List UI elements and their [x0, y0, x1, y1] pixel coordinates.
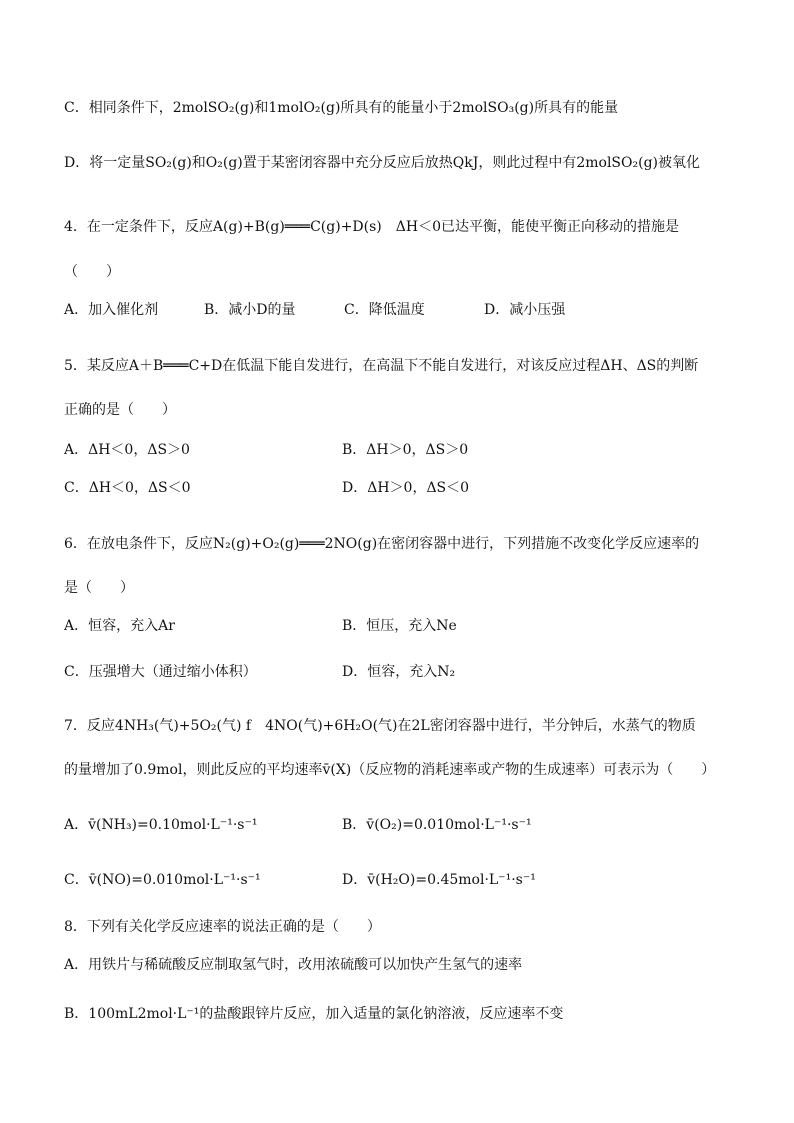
q3-option-d: D．将一定量SO₂(g)和O₂(g)置于某密闭容器中充分反应后放热QkJ，则此过程中有2molSO₂(g)被氧化	[64, 155, 700, 171]
q6-option-b: B．恒压，充入Ne	[342, 618, 457, 634]
q8-option-b: B．100mL2mol·L⁻¹的盐酸跟锌片反应，加入适量的氯化钠溶液，反应速率不变	[64, 1006, 564, 1022]
q4-option-a: A．加入催化剂	[64, 302, 159, 318]
q6-stem-line2: 是（ ）	[64, 580, 134, 596]
q4-option-d: D．减小压强	[484, 302, 566, 318]
q8-option-a: A．用铁片与稀硫酸反应制取氢气时，改用浓硫酸可以加快产生氢气的速率	[64, 957, 523, 973]
q5-options-row1	[64, 440, 754, 462]
q7-option-d: D．v̄(H₂O)=0.45mol·L⁻¹·s⁻¹	[342, 872, 536, 888]
q7-options-row1	[64, 815, 754, 837]
q4-stem-line1: 4．在一定条件下，反应A(g)+B(g)═══C(g)+D(s) ΔH＜0已达平衡，能使平衡正向移动的措施是	[64, 219, 679, 235]
q4-option-b: B．减小D的量	[204, 302, 296, 318]
q4-stem-line2: （ ）	[64, 264, 120, 280]
q7-option-a: A．v̄(NH₃)=0.10mol·L⁻¹·s⁻¹	[64, 817, 258, 833]
q5-option-a: A．ΔH＜0，ΔS＞0	[64, 442, 190, 458]
q4-options	[64, 300, 754, 322]
q7-options-row2	[64, 870, 754, 892]
q6-options-row1	[64, 616, 754, 638]
q7-option-b: B．v̄(O₂)=0.010mol·L⁻¹·s⁻¹	[342, 817, 532, 833]
q5-option-b: B．ΔH＞0，ΔS＞0	[342, 442, 469, 458]
q5-option-d: D．ΔH＞0，ΔS＜0	[342, 480, 470, 496]
q3-option-c: C．相同条件下，2molSO₂(g)和1molO₂(g)所具有的能量小于2molSO₃(g)所具有的能量	[64, 100, 619, 116]
q5-stem-line2: 正确的是（ ）	[64, 402, 176, 418]
q6-option-d: D．恒容，充入N₂	[342, 664, 456, 680]
q6-stem-line1: 6．在放电条件下，反应N₂(g)+O₂(g)═══2NO(g)在密闭容器中进行，下列措施不改变化学反应速率的	[64, 536, 700, 552]
q6-options-row2	[64, 662, 754, 684]
q5-options-row2	[64, 478, 754, 500]
q7-stem-line2: 的量增加了0.9mol，则此反应的平均速率v̄(X)（反应物的消耗速率或产物的生成速率）可表示为（ ）	[64, 762, 716, 778]
q7-option-c: C．v̄(NO)=0.010mol·L⁻¹·s⁻¹	[64, 872, 261, 888]
q7-stem-line1: 7．反应4NH₃(气)+5O₂(气) f 4NO(气)+6H₂O(气)在2L密闭容器中进行，半分钟后，水蒸气的物质	[64, 718, 696, 734]
q5-option-c: C．ΔH＜0，ΔS＜0	[64, 480, 191, 496]
q6-option-a: A．恒容，充入Ar	[64, 618, 175, 634]
q5-stem-line1: 5．某反应A＋B═══C+D在低温下能自发进行，在高温下不能自发进行，对该反应过程ΔH、ΔS的判断	[64, 358, 699, 374]
q4-option-c: C．降低温度	[344, 302, 425, 318]
q6-option-c: C．压强增大（通过缩小体积）	[64, 664, 257, 680]
q8-stem: 8．下列有关化学反应速率的说法正确的是（ ）	[64, 919, 381, 935]
